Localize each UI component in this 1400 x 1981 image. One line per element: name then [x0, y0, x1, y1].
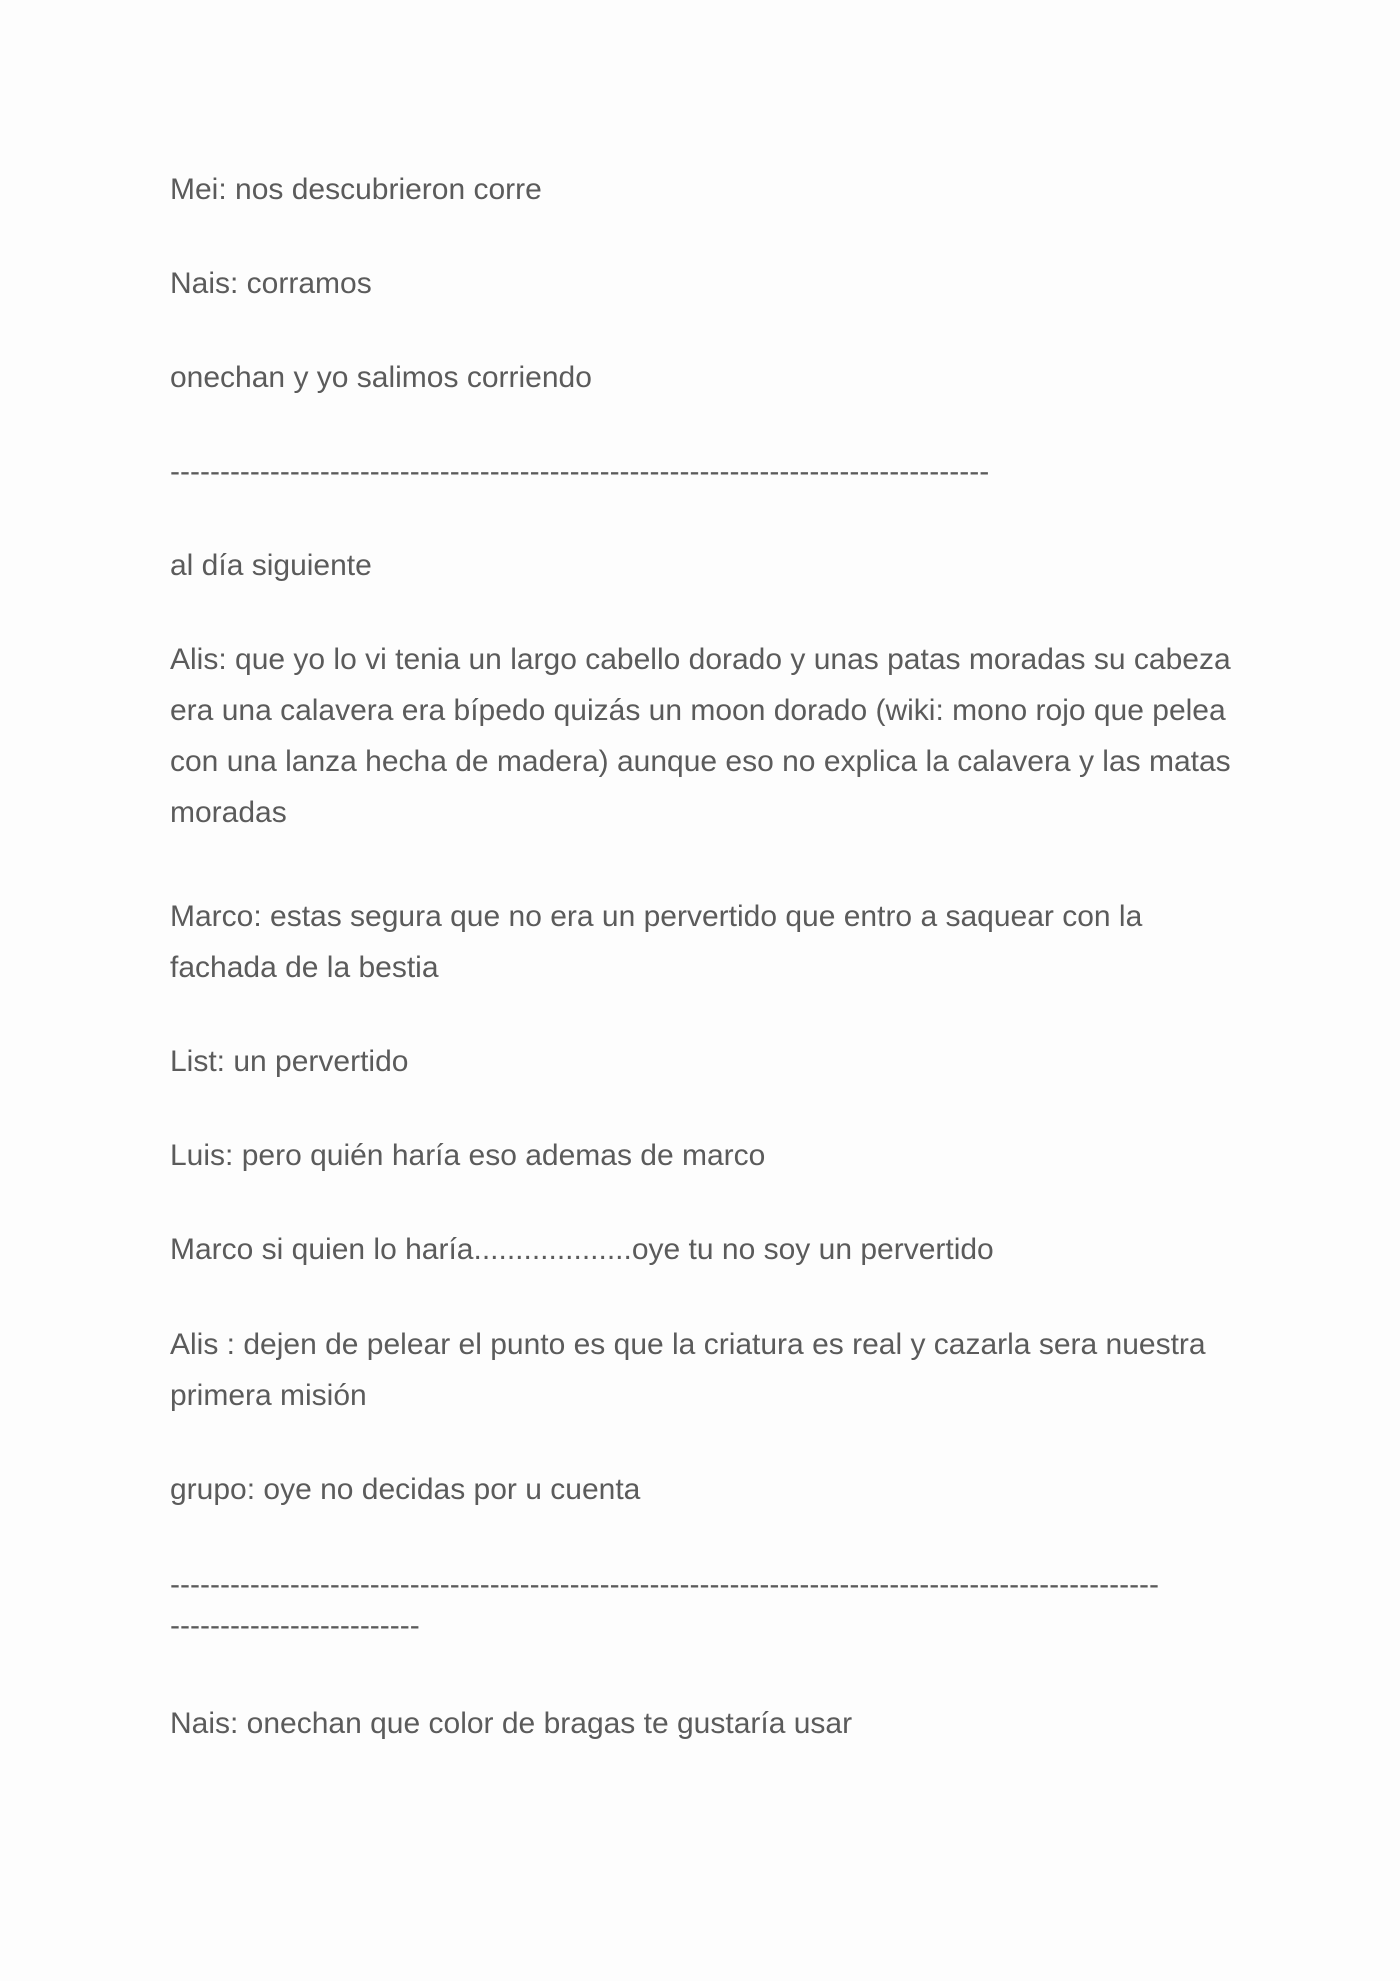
line-list-pervertido: List: un pervertido: [170, 1045, 409, 1078]
line-salimos-corriendo: onechan y yo salimos corriendo: [170, 361, 592, 394]
line-mei: Mei: nos descubrieron corre: [170, 173, 542, 206]
line-nais-corramos: Nais: corramos: [170, 267, 372, 300]
line-nais-bragas: Nais: onechan que color de bragas te gustaría usar: [170, 1707, 853, 1740]
paragraph-marco-segura: Marco: estas segura que no era un pervertido que entro a saquear con la fachada de la bestia: [170, 900, 1143, 984]
line-luis: Luis: pero quién haría eso ademas de marco: [170, 1139, 766, 1172]
separator-2: ---------------------------------------------------------------------------------------------------: [170, 1568, 1160, 1601]
line-marco-quien: Marco si quien lo haría...................oye tu no soy un pervertido: [170, 1233, 994, 1266]
line-grupo: grupo: oye no decidas por u cuenta: [170, 1473, 641, 1506]
separator-2-continued: -------------------------: [170, 1609, 420, 1642]
paragraph-alis-vi: Alis: que yo lo vi tenia un largo cabello dorado y unas patas moradas su cabeza era una calavera era bípedo quizás un moon dorado (wiki: mono rojo que pelea con una lanza hecha de madera) aunque eso no explica la calavera y las matas moradas: [170, 643, 1231, 829]
line-dia-siguiente: al día siguiente: [170, 549, 372, 582]
paragraph-alis-pelear: Alis : dejen de pelear el punto es que la criatura es real y cazarla sera nuestra primera misión: [170, 1328, 1206, 1412]
separator-1: ----------------------------------------------------------------------------------: [170, 455, 990, 488]
